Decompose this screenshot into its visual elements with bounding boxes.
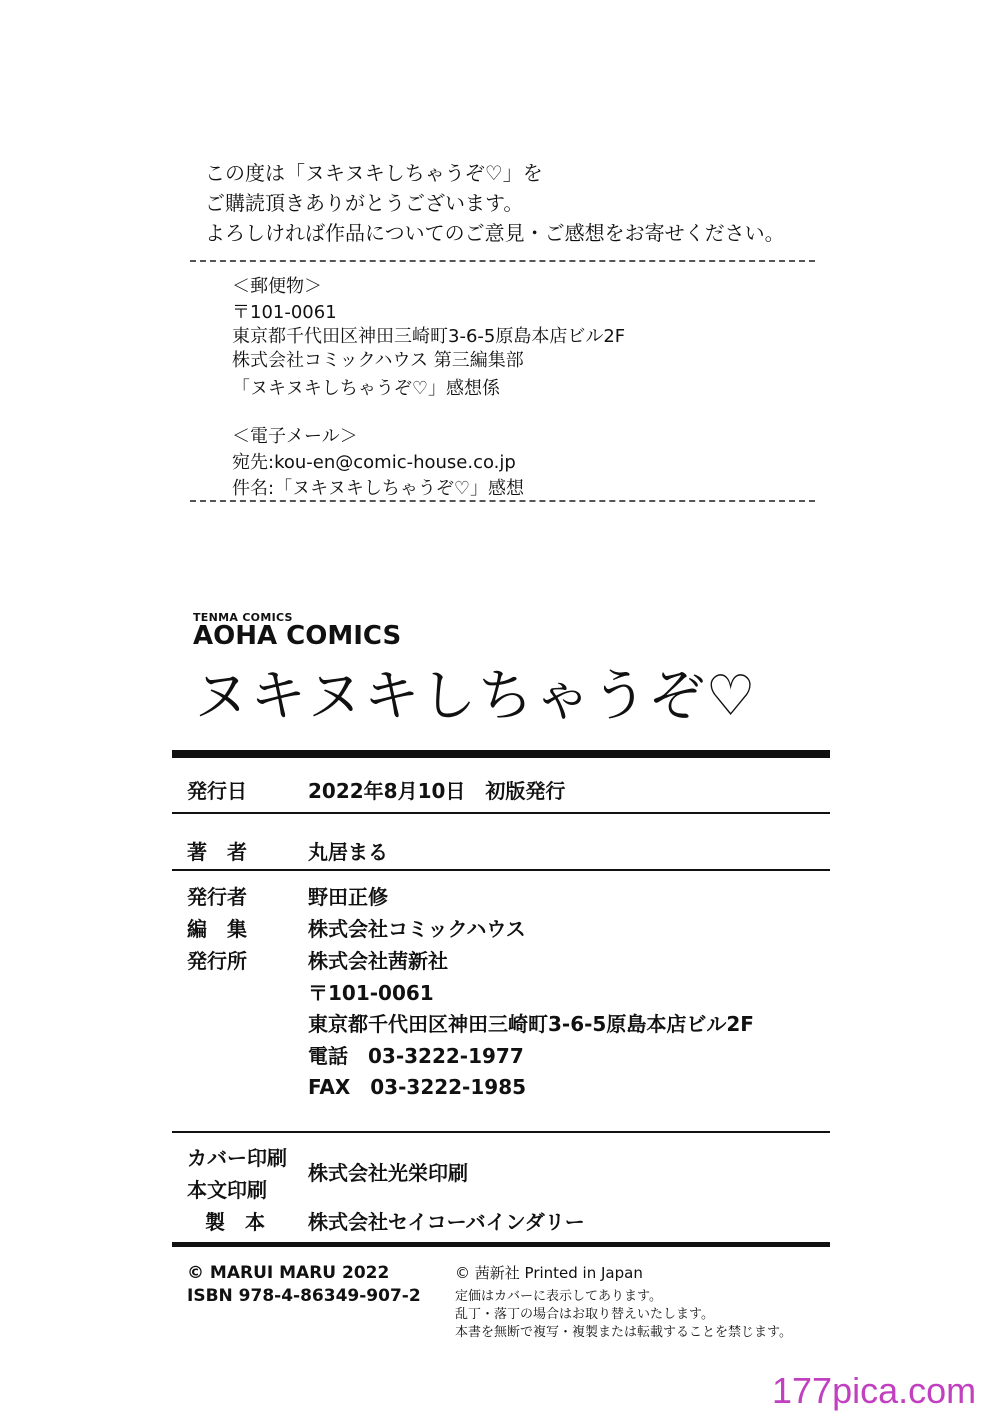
editor-value: 株式会社コミックハウス <box>308 917 526 941</box>
series-label: AOHA COMICS <box>193 621 402 651</box>
copyright: © MARUI MARU 2022 <box>187 1263 390 1283</box>
office-postal-code: 〒101-0061 <box>308 981 434 1005</box>
publisher-copyright: © 茜新社 Printed in Japan <box>455 1264 643 1282</box>
intro-line-2: ご購読頂きありがとうございます。 <box>205 191 524 215</box>
binding-value: 株式会社セイコーバインダリー <box>308 1210 585 1234</box>
dashed-divider-top <box>190 260 815 262</box>
author-label: 著 者 <box>187 840 247 864</box>
cover-print-label: カバー印刷 <box>187 1146 287 1170</box>
copy-prohibited-note: 本書を無断で複写・複製または転載することを禁じます。 <box>455 1325 792 1340</box>
divider-2 <box>172 869 830 871</box>
mail-heading: ＜郵便物＞ <box>232 276 322 297</box>
email-heading: ＜電子メール＞ <box>232 426 358 447</box>
editor-label: 編 集 <box>187 917 247 941</box>
body-print-label: 本文印刷 <box>187 1178 267 1202</box>
watermark-text: 177pica.com <box>772 1370 977 1411</box>
publisher-value: 野田正修 <box>308 885 388 909</box>
author-value: 丸居まる <box>308 840 388 864</box>
issue-date-value: 2022年8月10日 初版発行 <box>308 779 566 803</box>
publisher-label: 発行者 <box>187 885 247 909</box>
email-address: 宛先:kou-en@comic-house.co.jp <box>232 452 516 473</box>
divider-1 <box>172 812 830 814</box>
intro-line-1: この度は「ヌキヌキしちゃうぞ♡」を <box>205 161 543 185</box>
office-fax: FAX 03-3222-1985 <box>308 1075 527 1099</box>
office-value: 株式会社茜新社 <box>308 949 448 973</box>
title-rule <box>172 750 830 758</box>
intro-line-3: よろしければ作品についてのご意見・ご感想をお寄せください。 <box>205 221 785 245</box>
dashed-divider-bottom <box>190 500 815 502</box>
series-label-small: TENMA COMICS <box>193 611 293 624</box>
divider-3 <box>172 1131 830 1133</box>
mail-address: 東京都千代田区神田三崎町3-6-5原島本店ビル2F <box>232 326 626 347</box>
issue-date-label: 発行日 <box>187 779 247 803</box>
office-phone: 電話 03-3222-1977 <box>308 1044 524 1068</box>
mail-postal-code: 〒101-0061 <box>232 302 337 323</box>
price-note: 定価はカバーに表示してあります。 <box>455 1289 662 1304</box>
printer-value: 株式会社光栄印刷 <box>308 1161 468 1185</box>
footer-rule <box>172 1242 830 1247</box>
isbn: ISBN 978-4-86349-907-2 <box>187 1286 421 1306</box>
mail-recipient: 「ヌキヌキしちゃうぞ♡」感想係 <box>232 378 500 399</box>
office-address: 東京都千代田区神田三崎町3-6-5原島本店ビル2F <box>308 1012 754 1036</box>
email-subject: 件名:「ヌキヌキしちゃうぞ♡」感想 <box>232 478 525 499</box>
replacement-note: 乱丁・落丁の場合はお取り替えいたします。 <box>455 1307 714 1322</box>
office-label: 発行所 <box>187 949 247 973</box>
binding-label: 製 本 <box>205 1210 265 1234</box>
book-title: ヌキヌキしちゃうぞ♡ <box>193 664 757 729</box>
mail-company: 株式会社コミックハウス 第三編集部 <box>232 350 524 371</box>
